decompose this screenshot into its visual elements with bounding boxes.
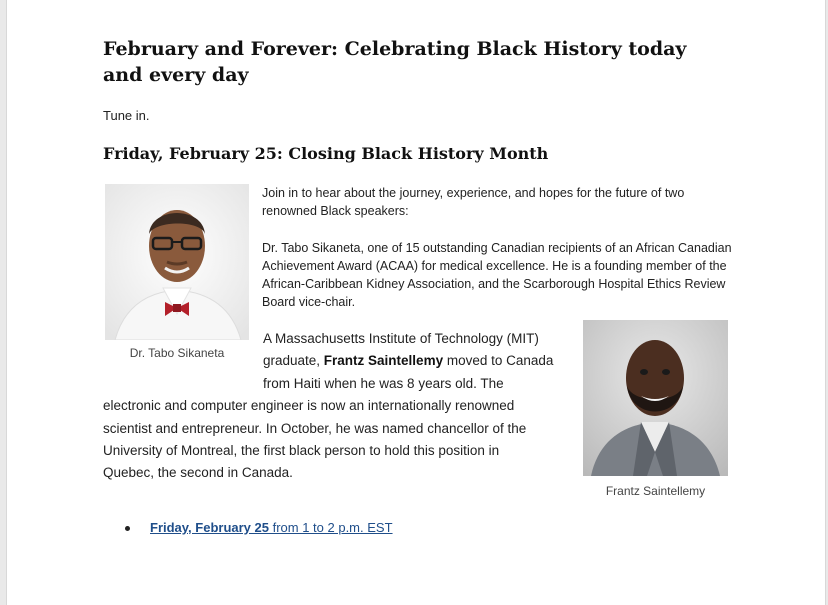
speaker1-caption: Dr. Tabo Sikaneta bbox=[129, 346, 225, 360]
speaker1-photo bbox=[105, 184, 249, 340]
speaker2-photo bbox=[583, 320, 728, 476]
event-heading: Friday, February 25: Closing Black History Month bbox=[103, 144, 549, 163]
page-title: February and Forever: Celebrating Black History today and every day bbox=[103, 38, 687, 86]
document-page bbox=[6, 0, 826, 605]
intro-text: Join in to hear about the journey, experience, and hopes for the future of two renowned Black speakers: bbox=[262, 186, 685, 218]
speaker1-bio: Dr. Tabo Sikaneta, one of 15 outstanding Canadian recipients of an African Canadian Achievement Award (ACAA) for medical excellence. He is a founding member of the African-Caribbean Kidney Association, and the Scarborough Hospital Ethics Review Board vice-chair. bbox=[262, 241, 732, 309]
tune-in-text: Tune in. bbox=[103, 108, 150, 123]
event-link-item bbox=[125, 520, 393, 535]
speaker2-bio-line: University of Montreal, the first black person to hold this position in bbox=[103, 443, 500, 458]
speaker2-bio-line: graduate, Frantz Saintellemy moved to Canada bbox=[263, 353, 554, 368]
speaker2-bio-line: from Haiti when he was 8 years old. The bbox=[263, 376, 504, 391]
bullet-icon bbox=[125, 526, 130, 531]
speaker2-bio-line: electronic and computer engineer is now an internationally renowned bbox=[103, 398, 515, 413]
speaker2-bio-line: A Massachusetts Institute of Technology (MIT) bbox=[263, 331, 539, 346]
event-link[interactable]: Friday, February 25 from 1 to 2 p.m. EST bbox=[150, 520, 393, 535]
speaker2-name-bold: Frantz Saintellemy bbox=[323, 353, 444, 368]
speaker2-bio-line: Quebec, the second in Canada. bbox=[103, 465, 293, 480]
speaker2-bio-line: scientist and entrepreneur. In October, he was named chancellor of the bbox=[103, 421, 527, 436]
speaker2-caption: Frantz Saintellemy bbox=[605, 484, 706, 498]
